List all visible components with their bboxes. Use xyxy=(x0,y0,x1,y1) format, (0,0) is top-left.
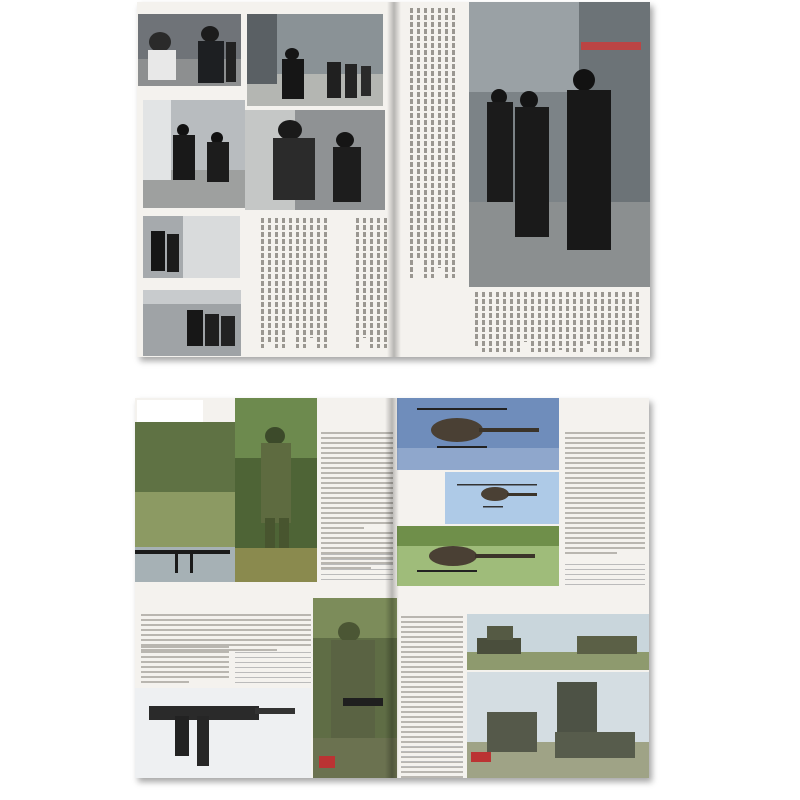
photo-sam-launcher-vehicles xyxy=(467,614,649,670)
photo-ffos-drone-landing xyxy=(397,526,559,586)
photo-ffos-drone-flight xyxy=(397,398,559,470)
spine-shadow-top xyxy=(387,2,401,357)
photo-9mm-submachine-gun xyxy=(135,688,311,778)
magazine-spread-bottom xyxy=(135,398,649,778)
text-column-bottom-right xyxy=(399,292,639,352)
spine-shadow-bottom xyxy=(385,398,399,778)
photo-sniper-rifle-field xyxy=(135,422,235,582)
photo-baton-drill xyxy=(247,14,383,106)
spec-table-9mm xyxy=(235,646,311,683)
photo-soldier-interrogation xyxy=(138,14,241,86)
photo-camouflaged-sniper xyxy=(235,398,317,582)
spec-table-sniper xyxy=(321,548,393,580)
photo-main-boarding-team xyxy=(469,2,650,287)
spec-table-sam xyxy=(401,740,463,767)
left-page-bottom xyxy=(135,398,397,778)
corner-header xyxy=(137,400,203,422)
photo-ffos-drone-sky xyxy=(445,472,559,524)
text-column-left-top xyxy=(247,218,327,348)
photo-sam-radar-trucks xyxy=(467,672,649,778)
right-page-top xyxy=(393,2,650,357)
text-9mm-body-2 xyxy=(141,646,229,686)
left-page-top xyxy=(137,2,393,357)
photo-deck-corner xyxy=(143,216,240,278)
photo-boarding-team xyxy=(143,100,245,208)
text-column-narrow xyxy=(399,8,455,278)
spec-table-ffos xyxy=(565,558,645,585)
photo-deck-kneeling xyxy=(143,290,241,356)
text-column-right-top xyxy=(347,218,387,348)
magazine-spread-top xyxy=(137,2,650,357)
photo-vest-closeup xyxy=(245,110,385,210)
text-ffos-body xyxy=(565,432,645,557)
right-page-bottom xyxy=(397,398,649,778)
